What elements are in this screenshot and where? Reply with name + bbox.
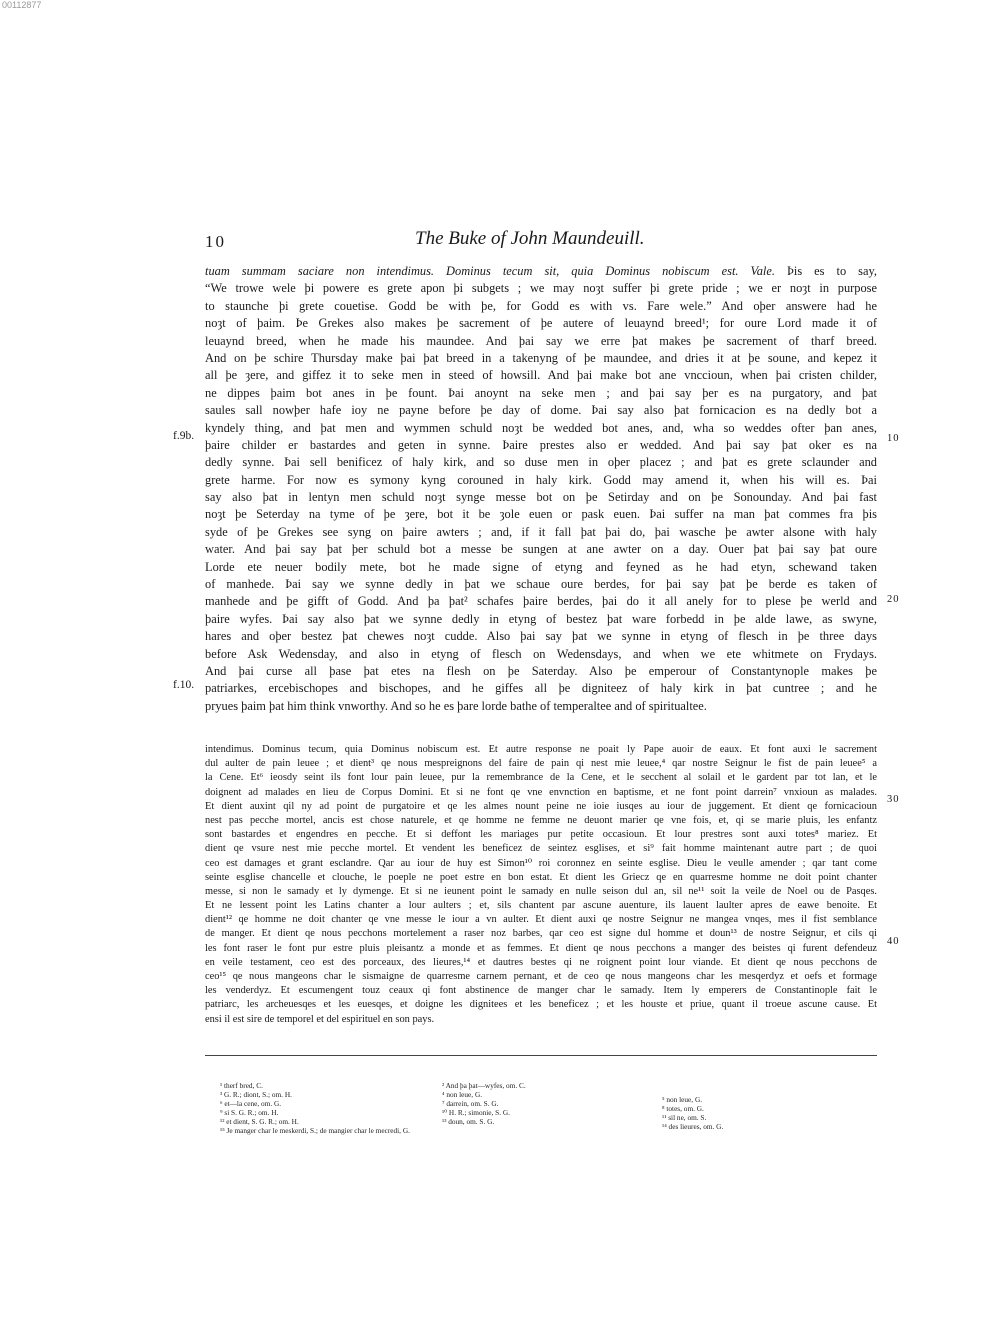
text-line: before Ask Wedensday, and also in etyng of flesch on Wedensdays, and when we ete whitmete on Frydays. — [205, 646, 877, 661]
text-line: patriarc, les archeuesqes et les euesqes, et doigne les dignitees et les beneficez ; et les houste et priue, quant il troeue ascune cause. Et — [205, 999, 877, 1011]
text-line: les venderdyz. Et escumengent touz ceaux qi font abstinence de manger char le samady. Item ly emperers de Constantinople fait le — [205, 985, 877, 997]
text-line: dient qe vsure nest mie pecche mortel. Et vendent les beneficez de seintez esglises, et si⁹ fait homme maintenant autre part ; de quoi — [205, 843, 877, 855]
folio-marker-9b: f.9b. — [173, 430, 195, 442]
text-line: And þai curse all þase þat etes na flesh on þe Saterday. Also þe emperour of Constantynople makes þe — [205, 663, 877, 678]
text-line: water. And þai say þat þer schuld bot a messe be sungen at ane awter on a day. Ouer þat þai say þat oure — [205, 542, 877, 557]
footnote: ¹² et dient, S. G. R.; om. H. — [220, 1117, 299, 1127]
footnotes-column-1 — [220, 1081, 410, 1136]
text-line: say also þat in lentyn men schuld noȝt synge messe bot on þe Setirday and on þe Sonounday. And þai fast — [205, 490, 877, 505]
running-title: The Buke of John Maundeuill. — [415, 228, 645, 249]
text-line: les font raser le font pur estre pluis pleisantz a monde et as femmes. Et dient qe nous pecchons a manger des beistes qi furent defendeuz — [205, 942, 877, 954]
footnote: ¹⁰ H. R.; simonie, S. G. — [442, 1108, 510, 1118]
text-line: nest pas pecche mortel, ancis est chose naturele, et qe homme ne femme ne deuont marier qe vne fois, et, qi se marie pluis, les enfantz — [205, 814, 877, 826]
folio-marker-10: f.10. — [173, 679, 195, 691]
text-line: ceo est damages et grant esclandre. Qar au iour de huy est Simon¹⁰ roi coronnez en seinte esglise. Dieu le veulle amender ; qar tant come — [205, 857, 877, 869]
text-line: grete harme. For now es symony kyng corouned in haly kirk. Godd may amend it, when his will es. Þai — [205, 472, 877, 487]
text-line: to staunche þi grete couetise. Godd be with þe, for Godd es with vs. Fare wele.” And oþer answere had he — [205, 298, 877, 313]
text-line: Lorde ete neuer bodily mete, bot he made signe of etyng and feyned as he had etyn, schewand taken — [205, 559, 877, 574]
text-line: en veile testament, ceo est des porceaux, des lieures,¹⁴ et dautres bestes qi ne roignent point lour viande. Et dient qe nous pecchons de — [205, 956, 877, 968]
text-line: “We trowe wele þi powere es grete apon þi subgets ; we may noȝt suffer þi grete pride ; we er noȝt in purpose — [205, 281, 877, 296]
text-line: syde of þe Grekes see syng on þaire awters ; and, if it fall þat þai do, þai wasche þe awter alsone with haly — [205, 524, 877, 539]
footnote: ⁶ et—la cene, om. G. — [220, 1099, 282, 1109]
text-line: leuaynd breed, when he made his maundee. And þai say we erre þat makes þe sacrement of tharf breed. — [205, 333, 877, 348]
footnote: ² And þa þat—wyfes, om. C. — [442, 1081, 526, 1090]
footnotes-column-2 — [442, 1081, 526, 1126]
text-line: Et dient auxint qil ny ad point de purgatoire et qe les almes nount peine ne ioie iusqes au iour de juggement. Et dient qe fornicacioun — [205, 800, 877, 812]
page-number: 10 — [205, 232, 226, 251]
line-number-30: 30 — [887, 794, 900, 805]
text-line: dul aulter de pain leuee ; et dient³ qe nous mespreignons del faire de pain qi nest mie leuee,⁴ qar nostre Seignur le fist de pain leuee⁵ a — [205, 758, 877, 770]
footnote: ⁸ totes, om. G. — [662, 1104, 704, 1114]
text-line: of manhede. Þai say we synne dedly in þat we schaue oure berdes, for þai say þat þe berde es taken of — [205, 577, 877, 592]
line-number-40: 40 — [887, 936, 900, 947]
text-line: ensi il est sire de temporel et del espirituel en son pays. — [205, 1013, 435, 1025]
footnote: ⁵ non leue, G. — [662, 1095, 703, 1104]
line-number-10: 10 — [887, 433, 900, 444]
text-line: þaire childer er bastardes and geten in synne. Þaire prestes also er wedded. And þai say þat oker es na — [205, 437, 877, 452]
text-line: dedly synne. Þai sell benificez of haly kirk, and so duse men in oþer placez ; and þat es grete sclaunder and — [205, 455, 877, 470]
text-line: Et ne lessent point les Latins chanter a lour aulters ; et, sils chantent par ascune auenture, ils lauent laulter apres de eawe benoite. Et — [205, 900, 877, 912]
footnote: ⁹ si S. G. R.; om. H. — [220, 1108, 279, 1118]
middle-english-text — [205, 263, 877, 715]
text-line: noȝt þe Seterday na tyme of þe ȝere, bot it be ȝole euen or pask euen. Þai suffer na man þat commes fra þis — [205, 507, 877, 522]
footnote: ⁴ non leue, G. — [442, 1090, 483, 1100]
text-line: noȝt of þaim. Þe Grekes also makes þe sacrement of þe autere of leuaynd breed¹; for oure Lord made it of — [205, 316, 877, 331]
text-line: And on þe schire Thursday make þai þat breed in a takenyng of þe maundee, and dries it at þe soune, and kepez it — [205, 350, 877, 365]
scan-identifier: 00112877 — [2, 0, 42, 10]
line-number-20: 20 — [887, 594, 900, 605]
footnote: ³ G. R.; diont, S.; om. H. — [220, 1090, 292, 1100]
text-line: ne dippes þaim bot anes in þe fount. Þai anoynt na seke men ; and þai say þer es na purgatory, and þat — [205, 385, 877, 400]
text-line: manhede and þe gifft of Godd. And þa þat² schafes þaire berdes, þai do it all anely for to plese þe werld and — [205, 594, 877, 609]
text-line: intendimus. Dominus tecum, quia Dominus nobiscum est. Et autre response ne poait ly Pape auoir de eaux. Et font auxi le sacrement — [205, 744, 877, 755]
text-line: kyndely thing, and þat men and wymmen schuld noȝt be wedded bot anes, and, wha so weddes ofter þan anes, — [205, 420, 877, 435]
text-line: dient¹² qe homme ne doit chanter qe vne messe le iour a vn aulter. Et dient auxi qe nostre Seignur ne mangea vnqes, mes il fist semblance — [205, 914, 877, 926]
text-line: seinte esglise chancelle et clouche, le poeple ne poet estre en bon estat. Et dient les Griecz qe en quarresme homme ne doit point chanter — [205, 871, 877, 883]
text-line: all þe ȝere, and giffez it to seke men in steed of howsill. And þai make bot ane vnccioun, when þai cristen childer, — [205, 368, 877, 383]
text-line: doignent ad malades en lieu de Corpus Domini. Et si ne font qe vne envnction en baptisme, et ne font point darrein⁷ vnxioun as malades. — [205, 786, 877, 798]
text-fragment: Þis es to say, — [774, 264, 877, 278]
anglo-french-text — [205, 743, 877, 1027]
text-line: messe, si non le samady et ly dymenge. Et si ne ieunent point le samady en nulle seison dul an, sil ne¹¹ soit la veile de Noel ou de Pasqes. — [205, 885, 877, 897]
footnote: ¹¹ sil ne, om. S. — [662, 1113, 707, 1123]
text-line: þaire wyfes. Þai say also þat we synne dedly in etyng of bestez þat ware forbedd in þe alde lawe, as swyne, — [205, 611, 877, 626]
text-line: pryues þaim þat him think vnworthy. And so he es þare lorde bathe of temperaltee and of spiritualtee. — [205, 698, 707, 713]
footnote: ⁷ darrein, om. S. G. — [442, 1099, 499, 1109]
footnote: ¹³ doun, om. S. G. — [442, 1117, 495, 1127]
latin-phrase: tuam summam saciare non intendimus. Dominus tecum sit, quia Dominus nobiscum est. Vale. — [205, 264, 775, 278]
text-line: de manger. Et dient qe nous pecchons mortelement a raser noz barbes, qar ceo est signe dul homme et doun¹³ de nostre Seignur, et cils qi — [205, 928, 877, 940]
text-line — [205, 263, 877, 280]
text-line: patriarkes, ercebischopes and bischopes, and he giffes all þe digniteez of haly kirk in þat cuntree ; and he — [205, 681, 877, 696]
text-line: saules sall nowþer hafe ioy ne payne before þe day of dome. Þai say also þat fornicacion es na dedly bot a — [205, 403, 877, 418]
footnotes-column-3 — [662, 1095, 723, 1131]
text-line: sont bastardes et engendres en pecche. Et si deffont les mariages pur petite occasioun. Et lour prestres sont auxi totes⁸ mariez. Et — [205, 829, 877, 841]
footnote-divider — [205, 1055, 877, 1056]
text-line: la Cene. Et⁶ ieosdy seint ils font lour pain leuee, pur la remembrance de la Cene, et le secchent al solail et le gardent par tot lan, et le — [205, 772, 877, 784]
footnote: ¹⁵ Je manger char le meskerdi, S.; de mangier char le mecredi, G. — [220, 1126, 410, 1136]
footnote: ¹ therf bred, C. — [220, 1081, 263, 1090]
text-line: ceo¹⁵ qe nous mangeons char le sismaigne de quarresme carnem pernant, et de ceo qe nous mangeons char les mesqerdyz et oefs et formage — [205, 971, 877, 982]
text-line: hares and oþer bestez þat chewes noȝt cudde. Also þai say þat we synne in etyng of flesch in þe three days — [205, 629, 877, 644]
footnote: ¹⁴ des lieures, om. G. — [662, 1122, 724, 1132]
